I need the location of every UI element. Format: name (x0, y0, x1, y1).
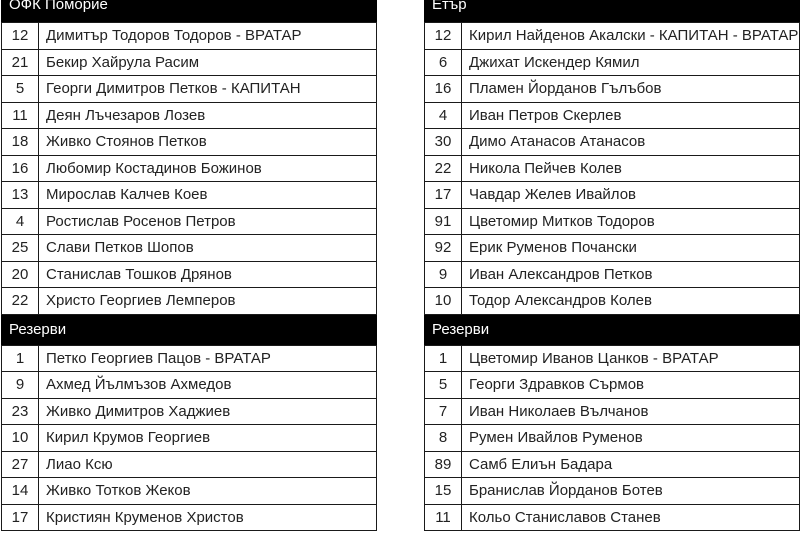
player-name: Цветомир Иванов Цанков - ВРАТАР (462, 345, 800, 372)
home-starters-table (1, 22, 377, 315)
player-number: 10 (425, 288, 462, 315)
player-name: Димо Атанасов Атанасов (462, 129, 800, 156)
player-number: 8 (425, 425, 462, 452)
player-number: 12 (425, 23, 462, 50)
table-row (2, 372, 377, 399)
table-row (425, 345, 800, 372)
player-number: 9 (2, 372, 39, 399)
home-team-header: ОФК Поморие (1, 0, 377, 22)
table-row (425, 425, 800, 452)
table-row (2, 425, 377, 452)
table-row (2, 182, 377, 209)
player-number: 23 (2, 398, 39, 425)
table-row (425, 23, 800, 50)
player-number: 92 (425, 235, 462, 262)
player-name: Ростислав Росенов Петров (39, 208, 377, 235)
player-name: Самб Елиън Бадара (462, 451, 800, 478)
table-row (2, 261, 377, 288)
player-number: 17 (425, 182, 462, 209)
table-row (2, 49, 377, 76)
home-team-lineup (1, 0, 377, 531)
player-number: 27 (2, 451, 39, 478)
table-row (425, 235, 800, 262)
table-row (425, 76, 800, 103)
table-row (2, 398, 377, 425)
away-team-lineup (424, 0, 800, 531)
player-number: 21 (2, 49, 39, 76)
player-number: 6 (425, 49, 462, 76)
player-name: Бранислав Йорданов Ботев (462, 478, 800, 505)
player-name: Слави Петков Шопов (39, 235, 377, 262)
player-name: Иван Александров Петков (462, 261, 800, 288)
away-team-header: Етър (424, 0, 800, 22)
player-name: Иван Николаев Вълчанов (462, 398, 800, 425)
player-name: Джихат Искендер Кямил (462, 49, 800, 76)
player-name: Бекир Хайрула Расим (39, 49, 377, 76)
player-number: 5 (425, 372, 462, 399)
table-row (2, 129, 377, 156)
player-name: Станислав Тошков Дрянов (39, 261, 377, 288)
player-number: 22 (425, 155, 462, 182)
away-reserves-table (424, 345, 800, 532)
table-row (2, 235, 377, 262)
player-number: 18 (2, 129, 39, 156)
player-number: 89 (425, 451, 462, 478)
player-number: 7 (425, 398, 462, 425)
player-name: Иван Петров Скерлев (462, 102, 800, 129)
player-name: Димитър Тодоров Тодоров - ВРАТАР (39, 23, 377, 50)
table-row (425, 288, 800, 315)
player-name: Ахмед Йълмъзов Ахмедов (39, 372, 377, 399)
table-row (425, 102, 800, 129)
player-number: 5 (2, 76, 39, 103)
player-name: Петко Георгиев Пацов - ВРАТАР (39, 345, 377, 372)
home-reserves-table (1, 345, 377, 532)
player-number: 25 (2, 235, 39, 262)
player-name: Румен Ивайлов Руменов (462, 425, 800, 452)
player-name: Деян Лъчезаров Лозев (39, 102, 377, 129)
table-row (425, 208, 800, 235)
table-row (2, 345, 377, 372)
player-number: 15 (425, 478, 462, 505)
table-row (425, 451, 800, 478)
player-name: Христо Георгиев Лемперов (39, 288, 377, 315)
player-name: Кристиян Круменов Христов (39, 504, 377, 531)
player-number: 11 (2, 102, 39, 129)
player-number: 11 (425, 504, 462, 531)
table-row (2, 155, 377, 182)
player-name: Георги Здравков Сърмов (462, 372, 800, 399)
player-name: Кольо Станиславов Станев (462, 504, 800, 531)
table-row (425, 398, 800, 425)
table-row (425, 504, 800, 531)
table-row (425, 129, 800, 156)
away-starters-table (424, 22, 800, 315)
table-row (2, 76, 377, 103)
player-number: 12 (2, 23, 39, 50)
player-name: Мирослав Калчев Коев (39, 182, 377, 209)
player-number: 1 (425, 345, 462, 372)
player-name: Живко Димитров Хаджиев (39, 398, 377, 425)
player-number: 91 (425, 208, 462, 235)
player-number: 17 (2, 504, 39, 531)
table-row (425, 372, 800, 399)
table-row (425, 478, 800, 505)
player-name: Георги Димитров Петков - КАПИТАН (39, 76, 377, 103)
player-number: 10 (2, 425, 39, 452)
table-row (425, 182, 800, 209)
player-name: Кирил Крумов Георгиев (39, 425, 377, 452)
player-name: Цветомир Митков Тодоров (462, 208, 800, 235)
player-number: 20 (2, 261, 39, 288)
home-reserves-header: Резерви (1, 315, 377, 345)
player-number: 14 (2, 478, 39, 505)
table-row (2, 451, 377, 478)
player-number: 22 (2, 288, 39, 315)
player-name: Никола Пейчев Колев (462, 155, 800, 182)
table-row (425, 49, 800, 76)
table-row (425, 155, 800, 182)
table-row (2, 288, 377, 315)
table-row (2, 102, 377, 129)
player-number: 16 (2, 155, 39, 182)
player-number: 1 (2, 345, 39, 372)
player-number: 13 (2, 182, 39, 209)
player-name: Живко Тотков Жеков (39, 478, 377, 505)
player-name: Пламен Йорданов Гълъбов (462, 76, 800, 103)
player-name: Кирил Найденов Акалски - КАПИТАН - ВРАТАР (462, 23, 800, 50)
player-number: 16 (425, 76, 462, 103)
table-row (425, 261, 800, 288)
player-name: Тодор Александров Колев (462, 288, 800, 315)
player-name: Живко Стоянов Петков (39, 129, 377, 156)
player-number: 30 (425, 129, 462, 156)
table-row (2, 23, 377, 50)
player-number: 9 (425, 261, 462, 288)
player-name: Любомир Костадинов Божинов (39, 155, 377, 182)
table-row (2, 478, 377, 505)
player-number: 4 (425, 102, 462, 129)
player-name: Лиао Ксю (39, 451, 377, 478)
player-name: Ерик Руменов Почански (462, 235, 800, 262)
player-number: 4 (2, 208, 39, 235)
table-row (2, 208, 377, 235)
table-row (2, 504, 377, 531)
player-name: Чавдар Желев Ивайлов (462, 182, 800, 209)
away-reserves-header: Резерви (424, 315, 800, 345)
